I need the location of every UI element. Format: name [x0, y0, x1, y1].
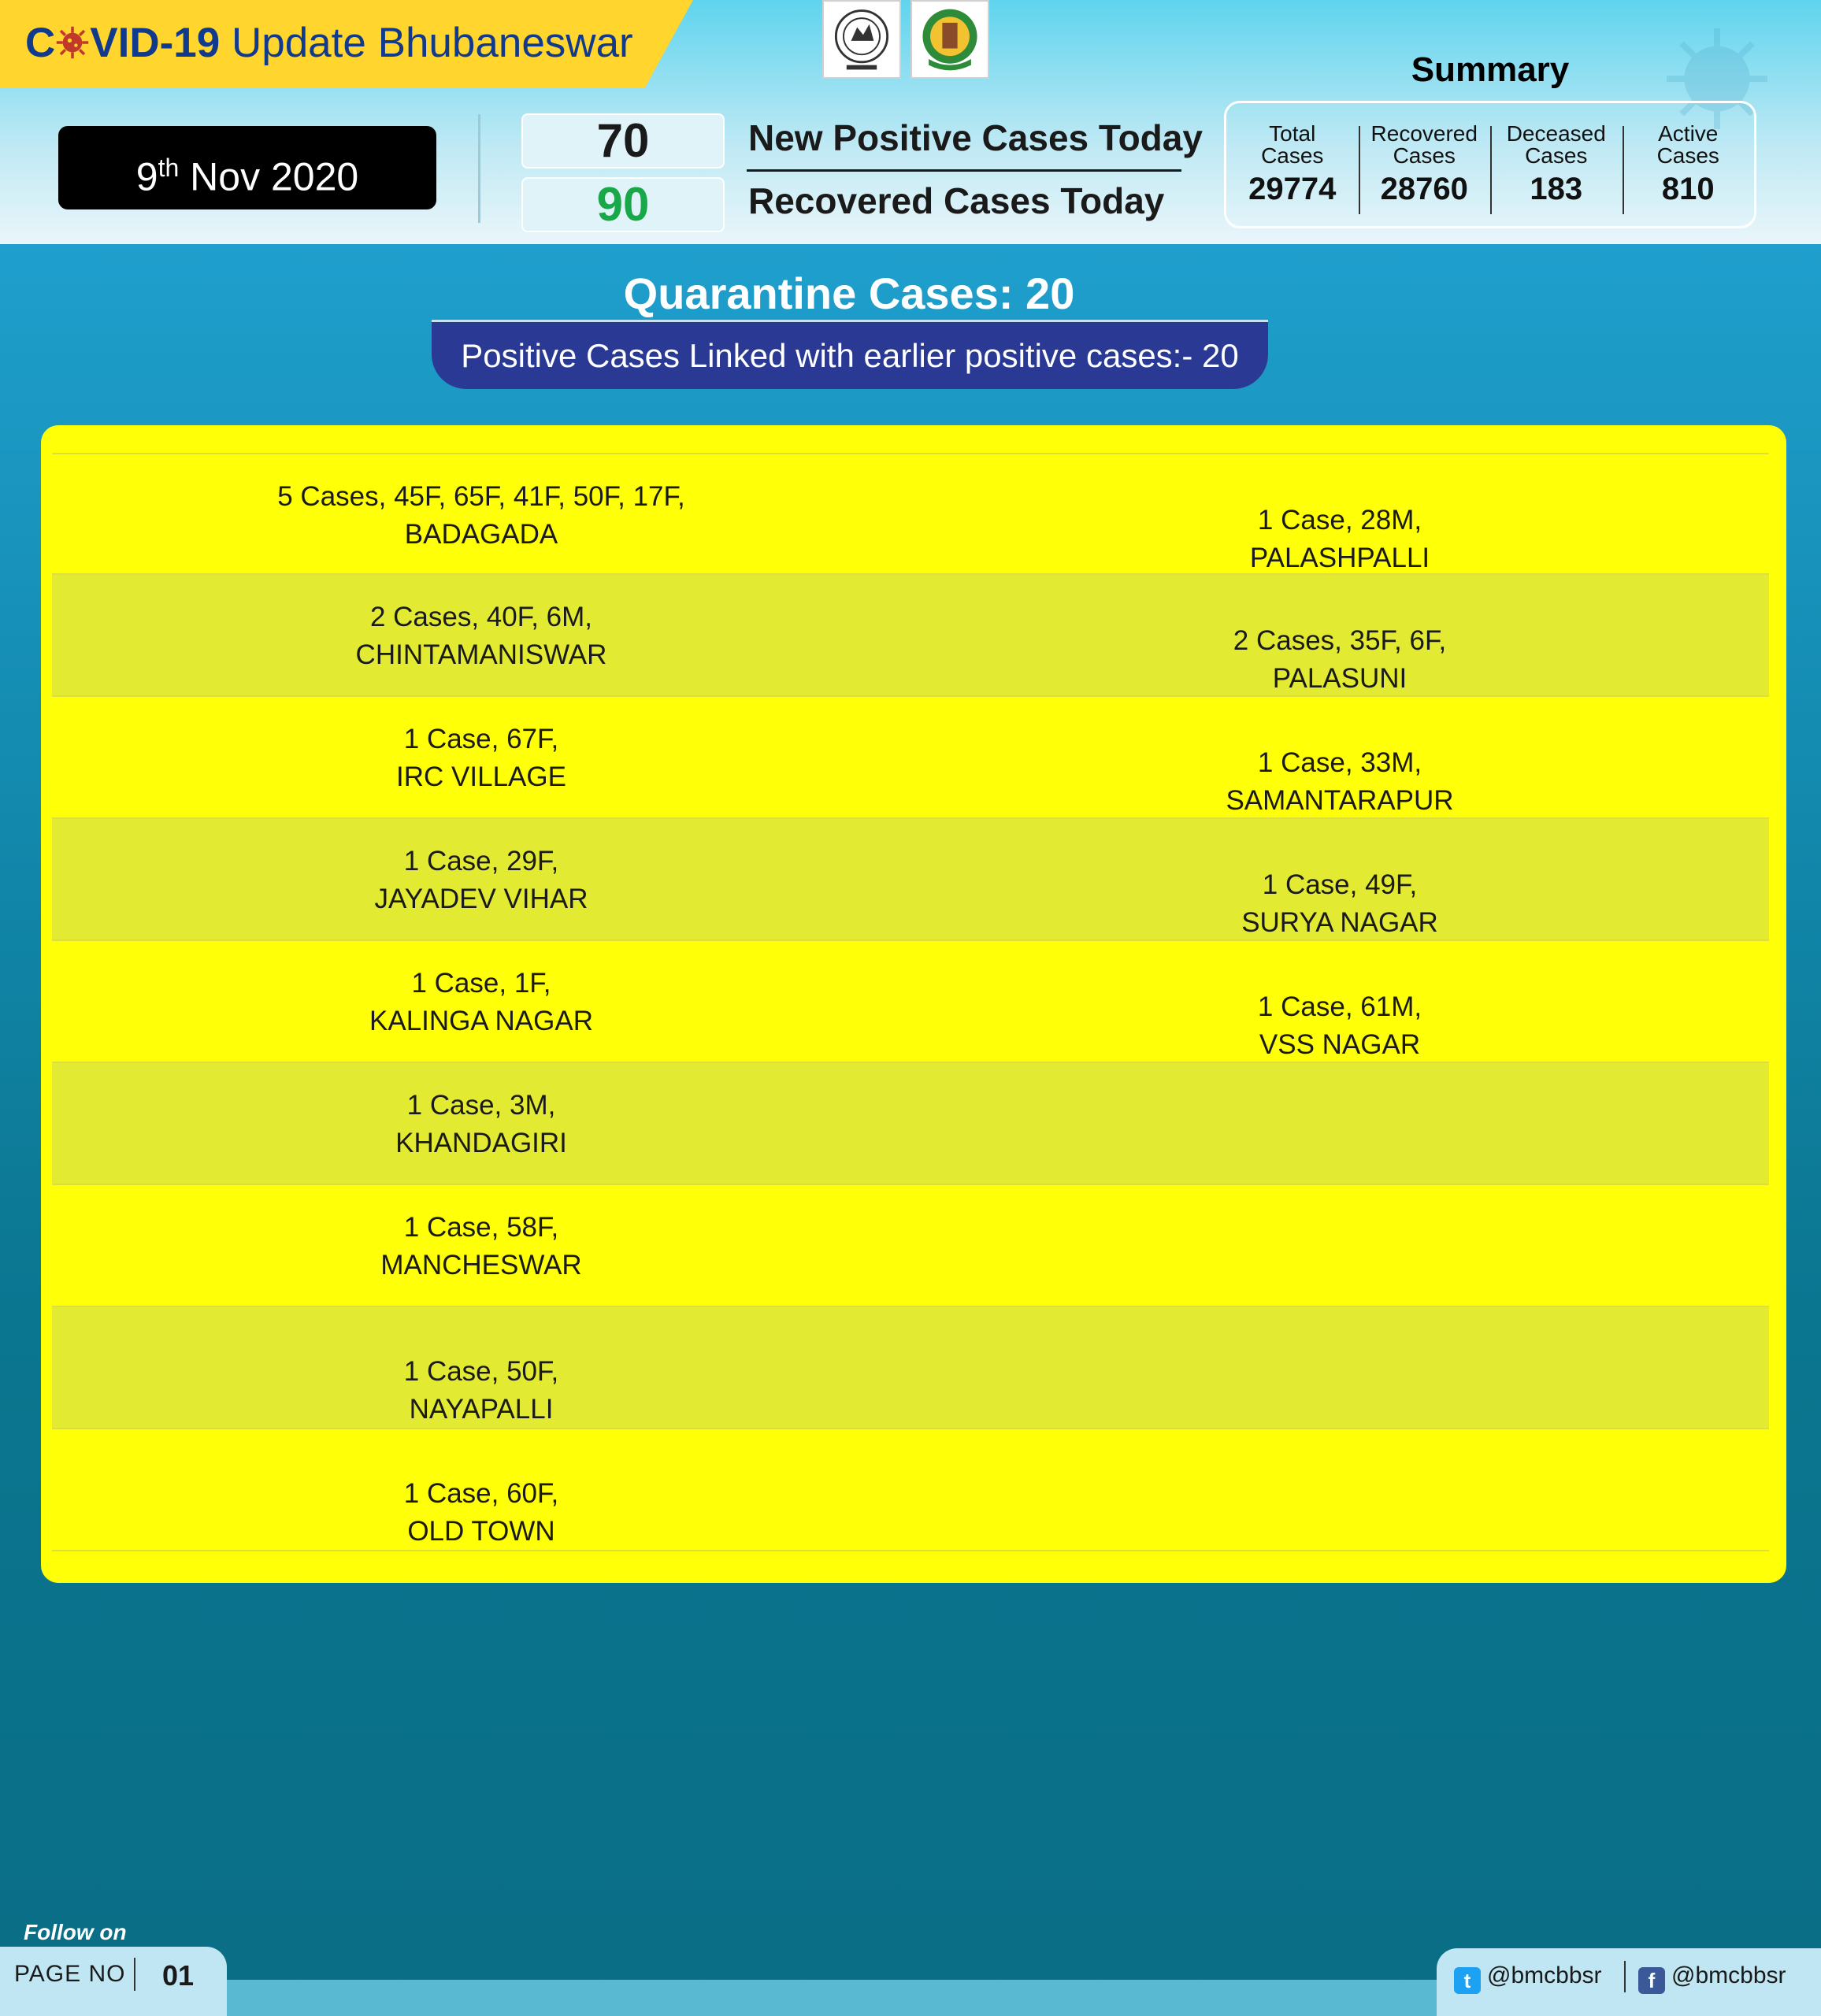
page-label: PAGE NO: [14, 1961, 126, 1987]
table-cell: 5 Cases, 45F, 65F, 41F, 50F, 17F, BADAGADA: [277, 481, 685, 550]
follow-label: Follow on: [24, 1920, 127, 1944]
twitter-handle: @bmcbbsr: [1487, 1962, 1602, 1988]
table-row: [52, 1307, 1769, 1429]
virus-icon: [55, 25, 90, 60]
table-cell: 1 Case, 28M, PALASHPALLI: [1249, 505, 1430, 573]
table-cell: 1 Case, 50F, NAYAPALLI: [403, 1356, 559, 1425]
page-number: 01: [162, 1959, 195, 1992]
new-positive-count: 70: [521, 113, 725, 169]
table-row: [52, 941, 1769, 1063]
bmc-logo: [910, 0, 989, 79]
twitter-link[interactable]: [1454, 1962, 1602, 1994]
summary-value: 183: [1530, 171, 1583, 206]
summary-label: Cases: [1656, 143, 1719, 168]
summary-box: [1224, 101, 1756, 228]
emblem-icon: [824, 2, 899, 77]
cases-table-rows: [52, 453, 1769, 1551]
table-row: [52, 819, 1769, 941]
odisha-govt-logo: [822, 0, 901, 79]
table-cell: 1 Case, 60F, OLD TOWN: [403, 1478, 559, 1547]
recovered-today-count: 90: [521, 177, 725, 232]
summary-deceased: [1490, 120, 1623, 207]
table-cell: 2 Cases, 40F, 6M, CHINTAMANISWAR: [355, 602, 607, 670]
quarantine-title: Quarantine Cases: 20: [623, 269, 1075, 318]
summary-title: Summary: [1411, 50, 1570, 89]
social-divider: [1624, 1961, 1626, 1992]
table-row: [52, 1063, 1769, 1185]
page-title: C VID-19 Update Bhubaneswar: [25, 20, 633, 66]
summary-recovered: [1359, 120, 1491, 207]
table-cell: 1 Case, 58F, MANCHESWAR: [380, 1212, 582, 1280]
table-cell: 1 Case, 49F, SURYA NAGAR: [1241, 869, 1438, 938]
table-row: [52, 575, 1769, 697]
page-divider: [134, 1958, 135, 1991]
summary-value: 28760: [1380, 171, 1468, 206]
facebook-icon: f: [1638, 1967, 1665, 1994]
header-divider: [478, 114, 480, 223]
table-row: [52, 1185, 1769, 1307]
bmc-emblem-icon: [912, 2, 988, 77]
summary-value: 810: [1661, 171, 1715, 206]
summary-value: 29774: [1248, 171, 1337, 206]
facebook-link[interactable]: [1638, 1962, 1786, 1994]
new-positive-label: New Positive Cases Today: [748, 117, 1203, 158]
date-badge: 9th Nov 2020: [58, 126, 436, 209]
summary-label: Cases: [1261, 143, 1324, 168]
table-cell: 1 Case, 67F, IRC VILLAGE: [396, 724, 566, 792]
summary-total: [1226, 120, 1359, 207]
linked-cases-banner: Positive Cases Linked with earlier positive cases:- 20: [432, 320, 1268, 389]
label-divider: [747, 169, 1181, 172]
table-cell: 1 Case, 29F, JAYADEV VIHAR: [374, 846, 588, 914]
table-cell: 1 Case, 3M, KHANDAGIRI: [395, 1090, 567, 1158]
table-cell: 1 Case, 33M, SAMANTARAPUR: [1226, 747, 1454, 816]
table-cell: 1 Case, 61M, VSS NAGAR: [1257, 991, 1422, 1060]
table-row: [52, 697, 1769, 819]
table-cell: 1 Case, 1F, KALINGA NAGAR: [369, 968, 593, 1036]
summary-label: Active: [1658, 120, 1719, 146]
table-cell: 2 Cases, 35F, 6F, PALASUNI: [1233, 625, 1447, 694]
main-content: [0, 244, 1821, 2016]
twitter-icon: t: [1454, 1967, 1481, 1994]
header: [0, 0, 1821, 244]
table-row: [52, 453, 1769, 575]
table-row: [52, 1429, 1769, 1551]
recovered-today-label: Recovered Cases Today: [748, 180, 1165, 221]
facebook-handle: @bmcbbsr: [1671, 1962, 1786, 1988]
cases-table: [41, 425, 1786, 1583]
summary-label: Total: [1269, 120, 1316, 146]
summary-label: Cases: [1393, 143, 1456, 168]
summary-label: Recovered: [1370, 120, 1478, 146]
summary-label: Deceased: [1506, 120, 1606, 146]
summary-active: [1623, 120, 1755, 207]
summary-label: Cases: [1525, 143, 1588, 168]
